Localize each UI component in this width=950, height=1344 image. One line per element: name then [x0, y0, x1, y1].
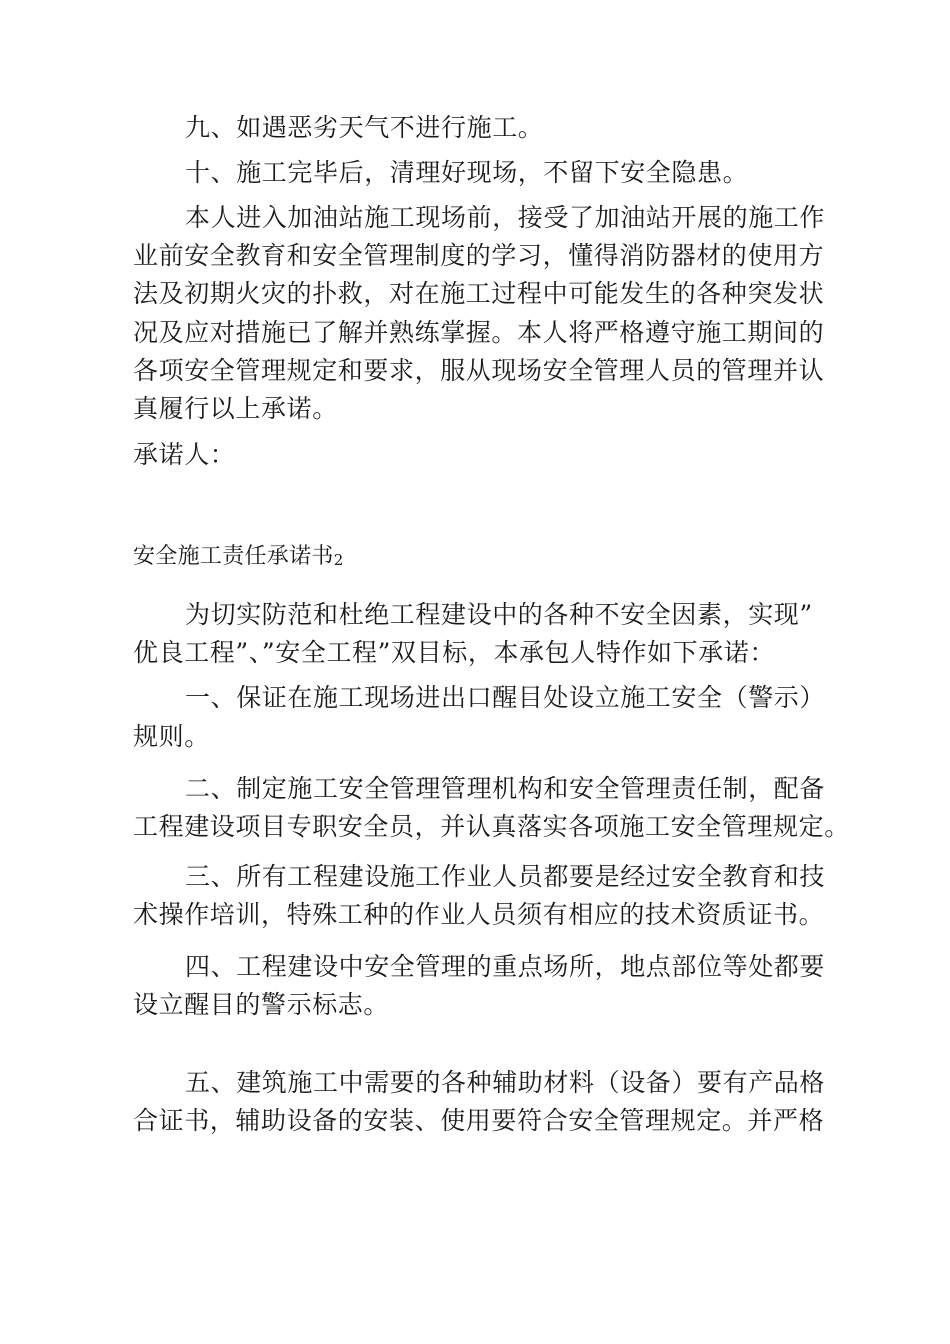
item-nine: 九、如遇恶劣天气不进行施工。 [185, 113, 544, 142]
paragraph-line: 设立醒目的警示标志。 [133, 990, 390, 1019]
promisor-label: 承诺人： [133, 440, 236, 469]
paragraph-line: 工程建设项目专职安全员，并认真落实各项施工安全管理规定。 [133, 812, 850, 841]
paragraph-line: 本人进入加油站施工现场前，接受了加油站开展的施工作 [185, 203, 826, 232]
item-ten: 十、施工完毕后，清理好现场，不留下安全隐患。 [185, 158, 749, 187]
heading-text: 安全施工责任承诺书 [133, 544, 334, 569]
paragraph-line: 真履行以上承诺。 [133, 394, 338, 423]
paragraph-line: 业前安全教育和安全管理制度的学习，懂得消防器材的使用方 [133, 241, 825, 270]
paragraph-line: 术操作培训，特殊工种的作业人员须有相应的技术资质证书。 [133, 900, 825, 929]
item-one: 一、保证在施工现场进出口醒目处设立施工安全（警示） [185, 683, 826, 712]
paragraph-line: 优良工程”、”安全工程”双目标，本承包人特作如下承诺： [133, 638, 776, 667]
paragraph-line: 规则。 [133, 722, 210, 751]
item-three: 三、所有工程建设施工作业人员都要是经过安全教育和技 [185, 862, 826, 891]
item-five: 五、建筑施工中需要的各种辅助材料（设备）要有产品格 [185, 1068, 826, 1097]
paragraph-line: 法及初期火灾的扑救，对在施工过程中可能发生的各种突发状 [133, 279, 825, 308]
heading-number: 2 [333, 551, 344, 569]
paragraph-line: 为切实防范和杜绝工程建设中的各种不安全因素，实现” [185, 600, 813, 629]
item-four: 四、工程建设中安全管理的重点场所，地点部位等处都要 [185, 952, 826, 981]
paragraph-line: 况及应对措施已了解并熟练掌握。本人将严格遵守施工期间的 [133, 318, 825, 347]
paragraph-line: 各项安全管理规定和要求，服从现场安全管理人员的管理并认 [133, 356, 825, 385]
section-heading [133, 542, 344, 573]
paragraph-line: 合证书，辅助设备的安装、使用要符合安全管理规定。并严格 [133, 1106, 825, 1135]
item-two: 二、制定施工安全管理管理机构和安全管理责任制，配备 [185, 774, 826, 803]
